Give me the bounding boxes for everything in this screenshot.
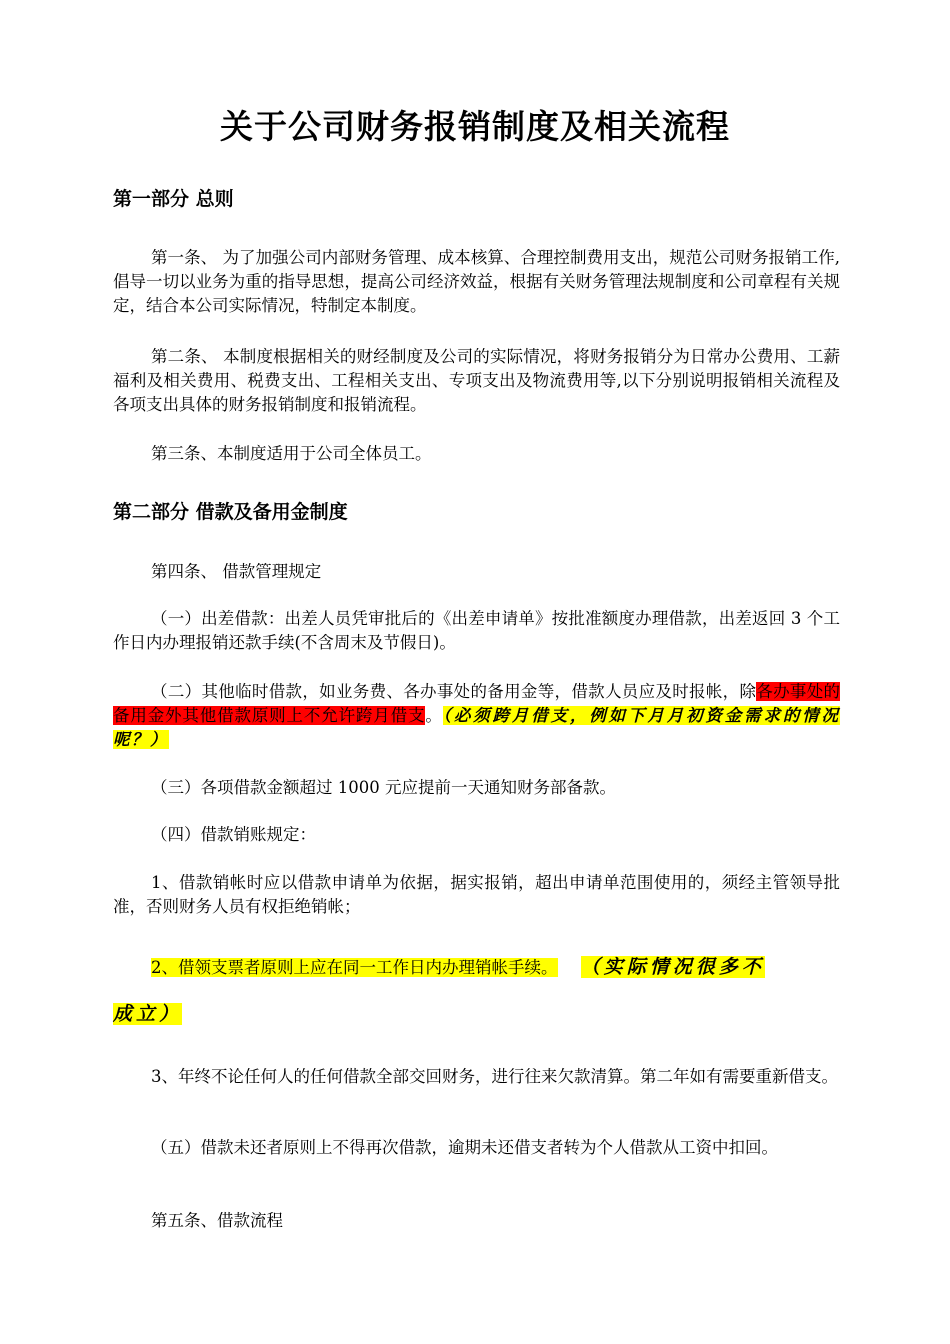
item-2	[113, 680, 840, 752]
part2-heading: 第二部分 借款及备用金制度	[113, 501, 348, 523]
item-1: （一）出差借款：出差人员凭审批后的《出差申请单》按批准额度办理借款，出差返回 3 个工作日内办理报销还款手续(不含周末及节假日)。	[113, 609, 840, 652]
rule-1: 1、借款销帐时应以借款申请单为依据，据实报销，超出申请单范围使用的，须经主管领导批准，否则财务人员有权拒绝销帐；	[113, 873, 840, 916]
document-title: 关于公司财务报销制度及相关流程	[220, 107, 730, 146]
item-2-text: （二）其他临时借款，如业务费、各办事处的备用金等，借款人员应及时报帐，除	[151, 682, 757, 701]
item-5: （五）借款未还者原则上不得再次借款，逾期未还借支者转为个人借款从工资中扣回。	[151, 1138, 778, 1157]
item-2-period: 。	[425, 706, 443, 725]
comment-note: （必须跨月借支，例如下月月初资金需求的情况呢？）	[113, 706, 841, 749]
rule-2-text: 2、借领支票者原则上应在同一工作日内办理销帐手续。	[151, 958, 558, 977]
rule-2	[113, 955, 840, 980]
rule-3: 3、年终不论任何人的任何借款全部交回财务，进行往来欠款清算。第二年如有需要重新借支。	[151, 1067, 838, 1086]
item-3: （三）各项借款金额超过 1000 元应提前一天通知财务部备款。	[151, 778, 616, 797]
part1-heading: 第一部分 总则	[113, 188, 234, 210]
article-1: 第一条、 为了加强公司内部财务管理、成本核算、合理控制费用支出，规范公司财务报销工作,倡导一切以业务为重的指导思想，提高公司经济效益，根据有关财务管理法规制度和公司章程有关规定，结合本公司实际情况，特制定本制度。	[113, 248, 840, 315]
article-5: 第五条、借款流程	[151, 1211, 283, 1230]
red-highlight-text: 各办事处的备用金外其他借款原则上不允许跨月借支	[113, 682, 840, 725]
item-4: （四）借款销账规定：	[151, 825, 316, 844]
article-3: 第三条、本制度适用于公司全体员工。	[151, 444, 432, 463]
rule-2-note-cont	[113, 1002, 840, 1027]
article-2: 第二条、 本制度根据相关的财经制度及公司的实际情况，将财务报销分为日常办公费用、工薪福利及相关费用、税费支出、工程相关支出、专项支出及物流费用等,以下分别说明报销相关流程及各项支出具体的财务报销制度和报销流程。	[113, 347, 840, 414]
rule-2-note-end: 成立）	[113, 1003, 183, 1025]
article-4: 第四条、 借款管理规定	[151, 562, 322, 581]
rule-2-note: （实际情况很多不	[580, 956, 765, 978]
